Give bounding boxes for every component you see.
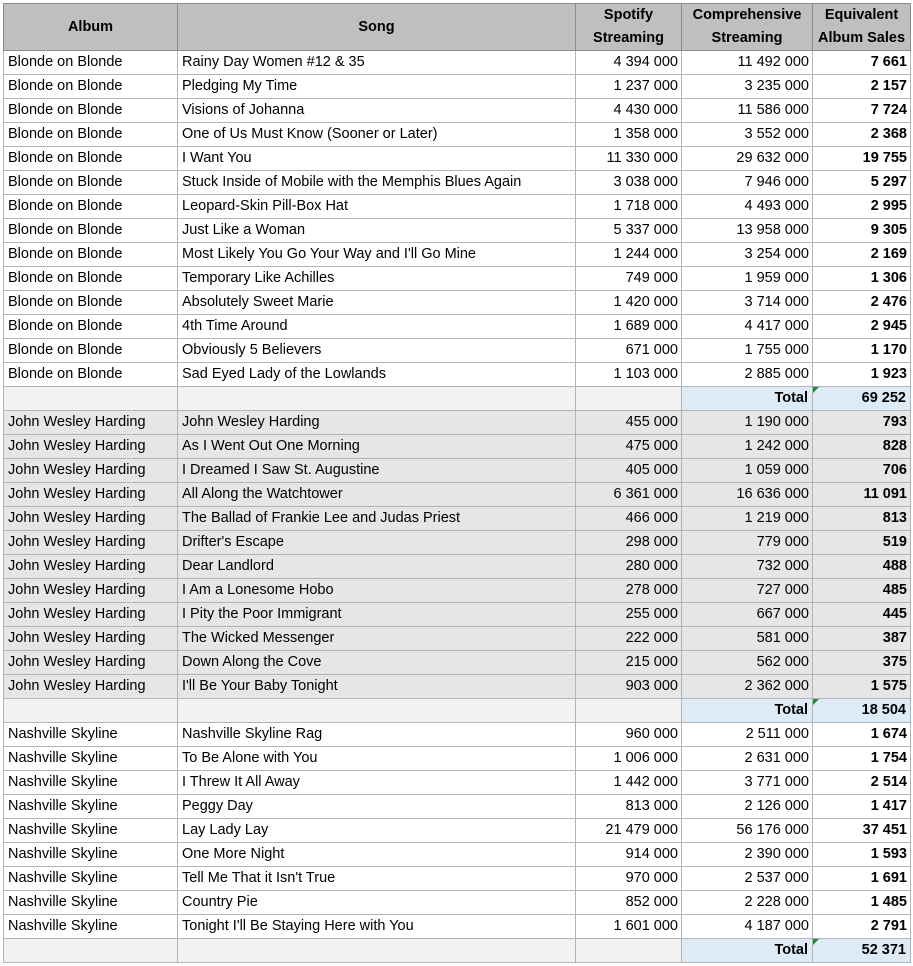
equivalent-album-sales-cell: 1 417 — [813, 795, 911, 819]
song-cell: I'll Be Your Baby Tonight — [178, 675, 576, 699]
table-row — [4, 267, 911, 291]
spotify-streaming-cell: 298 000 — [576, 531, 682, 555]
table-row — [4, 435, 911, 459]
album-cell: Blonde on Blonde — [4, 123, 178, 147]
song-cell: Rainy Day Women #12 & 35 — [178, 51, 576, 75]
song-cell: Sad Eyed Lady of the Lowlands — [178, 363, 576, 387]
equivalent-album-sales-cell: 2 514 — [813, 771, 911, 795]
table-row — [4, 411, 911, 435]
album-cell: Nashville Skyline — [4, 747, 178, 771]
equivalent-album-sales-cell: 813 — [813, 507, 911, 531]
album-cell: Blonde on Blonde — [4, 219, 178, 243]
comprehensive-streaming-cell: 2 885 000 — [682, 363, 813, 387]
album-cell: John Wesley Harding — [4, 675, 178, 699]
comprehensive-streaming-cell: 7 946 000 — [682, 171, 813, 195]
equivalent-album-sales-cell: 793 — [813, 411, 911, 435]
album-cell: John Wesley Harding — [4, 651, 178, 675]
equivalent-album-sales-cell: 387 — [813, 627, 911, 651]
spotify-streaming-cell: 1 358 000 — [576, 123, 682, 147]
total-empty-spotify-cell — [576, 939, 682, 963]
table-row — [4, 747, 911, 771]
comprehensive-streaming-cell: 13 958 000 — [682, 219, 813, 243]
comprehensive-streaming-cell: 2 126 000 — [682, 795, 813, 819]
table-row — [4, 915, 911, 939]
header-album: Album — [4, 4, 178, 51]
table-row — [4, 579, 911, 603]
table-row — [4, 771, 911, 795]
song-cell: Tonight I'll Be Staying Here with You — [178, 915, 576, 939]
equivalent-album-sales-cell: 2 791 — [813, 915, 911, 939]
total-value: 18 504 — [813, 699, 911, 723]
spotify-streaming-cell: 4 430 000 — [576, 99, 682, 123]
comprehensive-streaming-cell: 581 000 — [682, 627, 813, 651]
equivalent-album-sales-cell: 2 368 — [813, 123, 911, 147]
equivalent-album-sales-cell: 37 451 — [813, 819, 911, 843]
album-cell: Blonde on Blonde — [4, 339, 178, 363]
comprehensive-streaming-cell: 4 493 000 — [682, 195, 813, 219]
song-cell: One of Us Must Know (Sooner or Later) — [178, 123, 576, 147]
equivalent-album-sales-cell: 1 691 — [813, 867, 911, 891]
album-cell: Nashville Skyline — [4, 819, 178, 843]
equivalent-album-sales-cell: 7 661 — [813, 51, 911, 75]
equivalent-album-sales-cell: 1 593 — [813, 843, 911, 867]
equivalent-album-sales-cell: 706 — [813, 459, 911, 483]
table-row — [4, 99, 911, 123]
song-cell: I Dreamed I Saw St. Augustine — [178, 459, 576, 483]
song-cell: The Ballad of Frankie Lee and Judas Priest — [178, 507, 576, 531]
song-cell: Nashville Skyline Rag — [178, 723, 576, 747]
spotify-streaming-cell: 1 237 000 — [576, 75, 682, 99]
album-cell: Blonde on Blonde — [4, 147, 178, 171]
comprehensive-streaming-cell: 3 714 000 — [682, 291, 813, 315]
equivalent-album-sales-cell: 519 — [813, 531, 911, 555]
equivalent-album-sales-cell: 828 — [813, 435, 911, 459]
equivalent-album-sales-cell: 1 485 — [813, 891, 911, 915]
song-cell: To Be Alone with You — [178, 747, 576, 771]
spotify-streaming-cell: 1 442 000 — [576, 771, 682, 795]
equivalent-album-sales-cell: 1 674 — [813, 723, 911, 747]
album-cell: Blonde on Blonde — [4, 75, 178, 99]
total-value: 69 252 — [813, 387, 911, 411]
spotify-streaming-cell: 466 000 — [576, 507, 682, 531]
song-cell: The Wicked Messenger — [178, 627, 576, 651]
comprehensive-streaming-cell: 4 417 000 — [682, 315, 813, 339]
spotify-streaming-cell: 455 000 — [576, 411, 682, 435]
comprehensive-streaming-cell: 2 631 000 — [682, 747, 813, 771]
table-row — [4, 603, 911, 627]
table-row — [4, 795, 911, 819]
album-cell: John Wesley Harding — [4, 579, 178, 603]
album-cell: John Wesley Harding — [4, 483, 178, 507]
spotify-streaming-cell: 4 394 000 — [576, 51, 682, 75]
comprehensive-streaming-cell: 3 552 000 — [682, 123, 813, 147]
table-row — [4, 891, 911, 915]
spotify-streaming-cell: 6 361 000 — [576, 483, 682, 507]
equivalent-album-sales-cell: 1 170 — [813, 339, 911, 363]
spotify-streaming-cell: 1 244 000 — [576, 243, 682, 267]
table-row — [4, 627, 911, 651]
album-cell: John Wesley Harding — [4, 435, 178, 459]
equivalent-album-sales-cell: 2 169 — [813, 243, 911, 267]
total-empty-album-cell — [4, 699, 178, 723]
total-label: Total — [682, 387, 813, 411]
equivalent-album-sales-cell: 488 — [813, 555, 911, 579]
song-cell: Pledging My Time — [178, 75, 576, 99]
album-cell: John Wesley Harding — [4, 531, 178, 555]
total-row — [4, 939, 911, 963]
album-cell: Nashville Skyline — [4, 867, 178, 891]
total-row — [4, 699, 911, 723]
equivalent-album-sales-cell: 375 — [813, 651, 911, 675]
table-row — [4, 531, 911, 555]
comprehensive-streaming-cell: 1 059 000 — [682, 459, 813, 483]
comprehensive-streaming-cell: 16 636 000 — [682, 483, 813, 507]
table-row — [4, 843, 911, 867]
table-row — [4, 339, 911, 363]
comprehensive-streaming-cell: 2 362 000 — [682, 675, 813, 699]
header-song: Song — [178, 4, 576, 51]
total-label: Total — [682, 939, 813, 963]
comprehensive-streaming-cell: 2 537 000 — [682, 867, 813, 891]
album-cell: Blonde on Blonde — [4, 291, 178, 315]
album-cell: Blonde on Blonde — [4, 243, 178, 267]
spotify-streaming-cell: 278 000 — [576, 579, 682, 603]
total-empty-song-cell — [178, 387, 576, 411]
comprehensive-streaming-cell: 2 228 000 — [682, 891, 813, 915]
header-comprehensive-streaming: Comprehensive Streaming — [682, 4, 813, 51]
comprehensive-streaming-cell: 3 771 000 — [682, 771, 813, 795]
comprehensive-streaming-cell: 2 511 000 — [682, 723, 813, 747]
comprehensive-streaming-cell: 727 000 — [682, 579, 813, 603]
equivalent-album-sales-cell: 1 754 — [813, 747, 911, 771]
comprehensive-streaming-cell: 29 632 000 — [682, 147, 813, 171]
song-cell: I Threw It All Away — [178, 771, 576, 795]
total-empty-song-cell — [178, 699, 576, 723]
table-row — [4, 483, 911, 507]
table-row — [4, 507, 911, 531]
equivalent-album-sales-cell: 1 306 — [813, 267, 911, 291]
table-row — [4, 459, 911, 483]
album-cell: Nashville Skyline — [4, 915, 178, 939]
spotify-streaming-cell: 5 337 000 — [576, 219, 682, 243]
equivalent-album-sales-cell: 445 — [813, 603, 911, 627]
total-row — [4, 387, 911, 411]
album-cell: Nashville Skyline — [4, 891, 178, 915]
comprehensive-streaming-cell: 562 000 — [682, 651, 813, 675]
comprehensive-streaming-cell: 4 187 000 — [682, 915, 813, 939]
comprehensive-streaming-cell: 1 242 000 — [682, 435, 813, 459]
table-row — [4, 243, 911, 267]
spotify-streaming-cell: 21 479 000 — [576, 819, 682, 843]
comprehensive-streaming-cell: 667 000 — [682, 603, 813, 627]
song-cell: Stuck Inside of Mobile with the Memphis Blues Again — [178, 171, 576, 195]
song-cell: Lay Lady Lay — [178, 819, 576, 843]
song-cell: Temporary Like Achilles — [178, 267, 576, 291]
equivalent-album-sales-cell: 9 305 — [813, 219, 911, 243]
song-cell: Absolutely Sweet Marie — [178, 291, 576, 315]
equivalent-album-sales-cell: 2 995 — [813, 195, 911, 219]
spotify-streaming-cell: 280 000 — [576, 555, 682, 579]
spotify-streaming-cell: 960 000 — [576, 723, 682, 747]
equivalent-album-sales-cell: 19 755 — [813, 147, 911, 171]
equivalent-album-sales-cell: 2 476 — [813, 291, 911, 315]
spotify-streaming-cell: 255 000 — [576, 603, 682, 627]
song-cell: Country Pie — [178, 891, 576, 915]
comprehensive-streaming-cell: 2 390 000 — [682, 843, 813, 867]
table-row — [4, 363, 911, 387]
spotify-streaming-cell: 11 330 000 — [576, 147, 682, 171]
table-row — [4, 171, 911, 195]
table-row — [4, 555, 911, 579]
album-cell: John Wesley Harding — [4, 627, 178, 651]
header-spotify-streaming: Spotify Streaming — [576, 4, 682, 51]
song-cell: I Want You — [178, 147, 576, 171]
equivalent-album-sales-cell: 5 297 — [813, 171, 911, 195]
spotify-streaming-cell: 813 000 — [576, 795, 682, 819]
album-cell: Blonde on Blonde — [4, 51, 178, 75]
album-cell: John Wesley Harding — [4, 507, 178, 531]
spotify-streaming-cell: 1 006 000 — [576, 747, 682, 771]
table-row — [4, 147, 911, 171]
comprehensive-streaming-cell: 11 492 000 — [682, 51, 813, 75]
song-cell: Leopard-Skin Pill-Box Hat — [178, 195, 576, 219]
album-cell: Nashville Skyline — [4, 771, 178, 795]
total-empty-album-cell — [4, 387, 178, 411]
equivalent-album-sales-cell: 1 575 — [813, 675, 911, 699]
album-cell: John Wesley Harding — [4, 603, 178, 627]
table-row — [4, 75, 911, 99]
spotify-streaming-cell: 914 000 — [576, 843, 682, 867]
album-cell: Nashville Skyline — [4, 843, 178, 867]
table-row — [4, 291, 911, 315]
album-cell: Blonde on Blonde — [4, 195, 178, 219]
table-row — [4, 675, 911, 699]
song-cell: Just Like a Woman — [178, 219, 576, 243]
comprehensive-streaming-cell: 779 000 — [682, 531, 813, 555]
equivalent-album-sales-cell: 2 157 — [813, 75, 911, 99]
album-cell: John Wesley Harding — [4, 459, 178, 483]
comprehensive-streaming-cell: 11 586 000 — [682, 99, 813, 123]
spotify-streaming-cell: 405 000 — [576, 459, 682, 483]
album-cell: Blonde on Blonde — [4, 267, 178, 291]
song-cell: John Wesley Harding — [178, 411, 576, 435]
spotify-streaming-cell: 671 000 — [576, 339, 682, 363]
song-cell: Most Likely You Go Your Way and I'll Go Mine — [178, 243, 576, 267]
total-empty-spotify-cell — [576, 699, 682, 723]
song-cell: Tell Me That it Isn't True — [178, 867, 576, 891]
comprehensive-streaming-cell: 1 219 000 — [682, 507, 813, 531]
spotify-streaming-cell: 970 000 — [576, 867, 682, 891]
total-label: Total — [682, 699, 813, 723]
table-row — [4, 651, 911, 675]
comprehensive-streaming-cell: 3 254 000 — [682, 243, 813, 267]
equivalent-album-sales-cell: 1 923 — [813, 363, 911, 387]
song-cell: As I Went Out One Morning — [178, 435, 576, 459]
album-cell: Nashville Skyline — [4, 723, 178, 747]
song-cell: One More Night — [178, 843, 576, 867]
album-cell: John Wesley Harding — [4, 555, 178, 579]
song-cell: I Pity the Poor Immigrant — [178, 603, 576, 627]
equivalent-album-sales-cell: 485 — [813, 579, 911, 603]
comprehensive-streaming-cell: 3 235 000 — [682, 75, 813, 99]
comprehensive-streaming-cell: 56 176 000 — [682, 819, 813, 843]
total-empty-spotify-cell — [576, 387, 682, 411]
spotify-streaming-cell: 1 103 000 — [576, 363, 682, 387]
spotify-streaming-cell: 215 000 — [576, 651, 682, 675]
song-cell: Peggy Day — [178, 795, 576, 819]
comprehensive-streaming-cell: 732 000 — [682, 555, 813, 579]
spotify-streaming-cell: 749 000 — [576, 267, 682, 291]
table-row — [4, 123, 911, 147]
header-equivalent-album-sales: Equivalent Album Sales — [813, 4, 911, 51]
spotify-streaming-cell: 475 000 — [576, 435, 682, 459]
song-cell: Visions of Johanna — [178, 99, 576, 123]
table-row — [4, 723, 911, 747]
spotify-streaming-cell: 1 718 000 — [576, 195, 682, 219]
song-cell: Down Along the Cove — [178, 651, 576, 675]
album-cell: Blonde on Blonde — [4, 99, 178, 123]
spotify-streaming-cell: 1 601 000 — [576, 915, 682, 939]
song-cell: All Along the Watchtower — [178, 483, 576, 507]
song-cell: I Am a Lonesome Hobo — [178, 579, 576, 603]
comprehensive-streaming-cell: 1 755 000 — [682, 339, 813, 363]
table-row — [4, 51, 911, 75]
spotify-streaming-cell: 852 000 — [576, 891, 682, 915]
equivalent-album-sales-cell: 2 945 — [813, 315, 911, 339]
table-row — [4, 819, 911, 843]
song-cell: 4th Time Around — [178, 315, 576, 339]
comprehensive-streaming-cell: 1 190 000 — [682, 411, 813, 435]
spotify-streaming-cell: 222 000 — [576, 627, 682, 651]
comprehensive-streaming-cell: 1 959 000 — [682, 267, 813, 291]
table-row — [4, 219, 911, 243]
spotify-streaming-cell: 903 000 — [576, 675, 682, 699]
song-cell: Dear Landlord — [178, 555, 576, 579]
album-cell: Blonde on Blonde — [4, 171, 178, 195]
spotify-streaming-cell: 3 038 000 — [576, 171, 682, 195]
table-body — [4, 51, 911, 963]
table-row — [4, 867, 911, 891]
total-empty-song-cell — [178, 939, 576, 963]
total-value: 52 371 — [813, 939, 911, 963]
table-header — [4, 4, 911, 51]
table-row — [4, 315, 911, 339]
spotify-streaming-cell: 1 420 000 — [576, 291, 682, 315]
album-cell: John Wesley Harding — [4, 411, 178, 435]
table-row — [4, 195, 911, 219]
song-cell: Drifter's Escape — [178, 531, 576, 555]
equivalent-album-sales-cell: 7 724 — [813, 99, 911, 123]
equivalent-album-sales-cell: 11 091 — [813, 483, 911, 507]
streaming-table — [3, 3, 911, 963]
spotify-streaming-cell: 1 689 000 — [576, 315, 682, 339]
song-cell: Obviously 5 Believers — [178, 339, 576, 363]
total-empty-album-cell — [4, 939, 178, 963]
album-cell: Blonde on Blonde — [4, 315, 178, 339]
album-cell: Blonde on Blonde — [4, 363, 178, 387]
album-cell: Nashville Skyline — [4, 795, 178, 819]
